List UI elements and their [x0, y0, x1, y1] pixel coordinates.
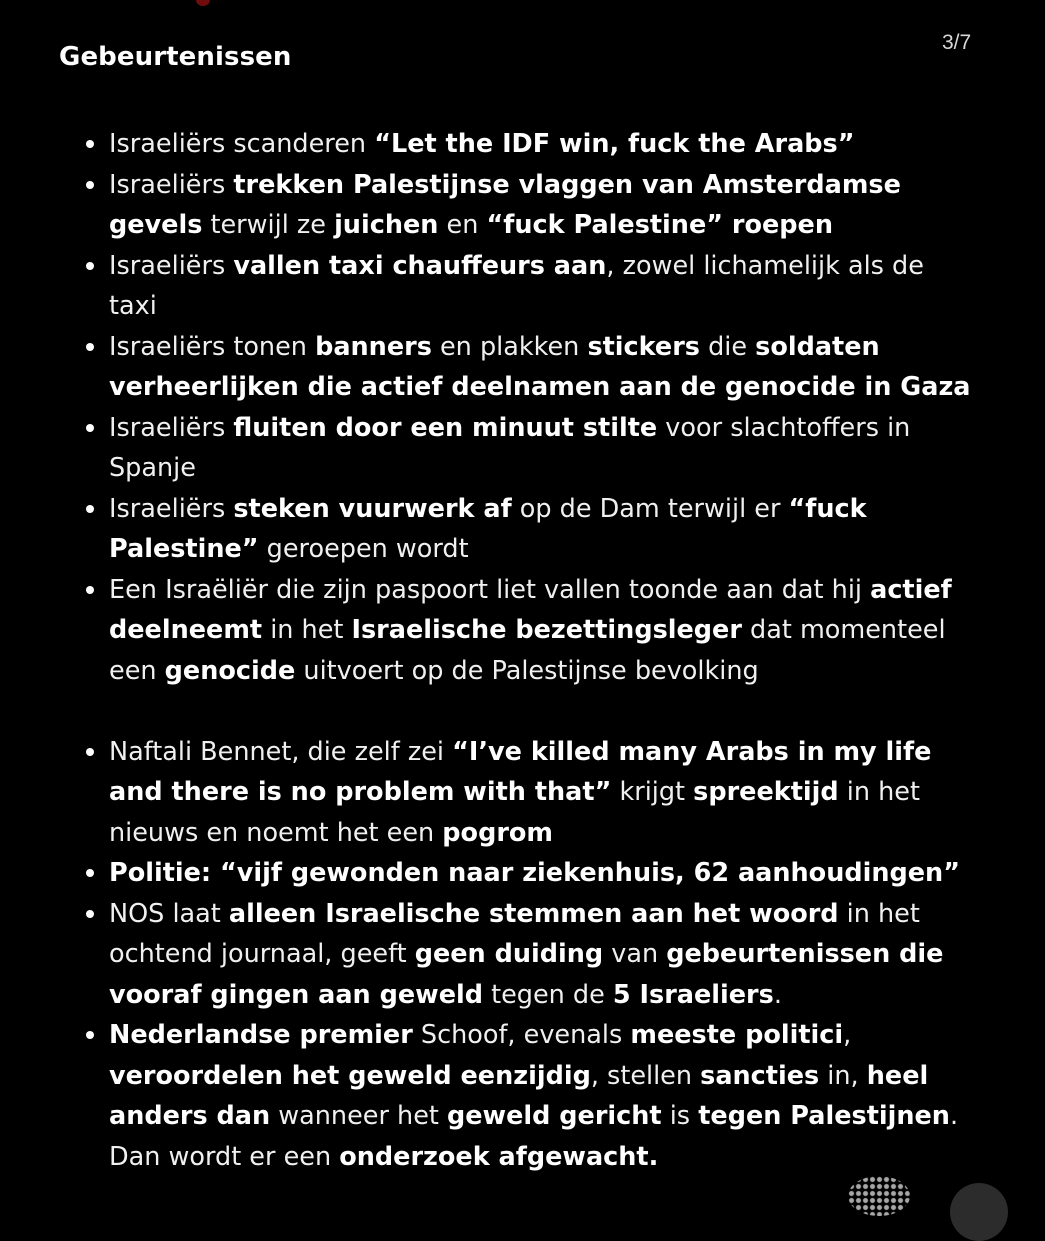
bold-text-segment: banners — [315, 331, 432, 362]
list-item — [0, 246, 1045, 327]
text-segment: op de Dam terwijl er — [511, 493, 789, 524]
floating-action-button[interactable] — [950, 1183, 1008, 1241]
list-item — [0, 165, 1045, 246]
text-segment: Een Israëliër die zijn paspoort liet vallen toonde aan dat hij — [109, 574, 871, 605]
text-segment: van — [603, 939, 667, 969]
bold-text-segment: gebeurtenissen die vooraf gingen aan geweld — [109, 939, 944, 1010]
list-item — [0, 1015, 1045, 1177]
list-item — [0, 570, 1045, 692]
text-segment: in het nieuws en noemt het een — [109, 777, 920, 848]
bold-text-segment: onderzoek afgewacht. — [339, 1141, 659, 1172]
text-segment: krijgt — [611, 777, 694, 807]
page-indicator: 3/7 — [942, 31, 972, 54]
text-segment: is — [661, 1101, 699, 1131]
bold-text-segment: geweld gericht — [447, 1101, 662, 1131]
bold-text-segment: genocide — [164, 655, 296, 686]
bold-text-segment: pogrom — [442, 817, 553, 848]
red-blob-decoration — [196, 0, 210, 6]
text-segment: in, — [819, 1060, 867, 1091]
bold-text-segment: veroordelen het geweld eenzijdig — [109, 1060, 591, 1091]
text-segment: . Dan wordt er een — [109, 1101, 959, 1172]
text-segment: , — [843, 1020, 852, 1050]
bold-text-segment: Nederlandse premier — [109, 1020, 413, 1050]
list-item — [0, 732, 1045, 854]
bold-text-segment: 5 Israeliers — [612, 979, 774, 1010]
text-segment: , zowel lichamelijk als de taxi — [109, 250, 924, 321]
text-segment: Israeliërs scanderen — [109, 129, 375, 159]
page-title: Gebeurtenissen — [59, 42, 292, 72]
text-segment: in het — [262, 615, 352, 645]
list-item — [0, 894, 1045, 1016]
text-segment: wanneer het — [270, 1101, 447, 1131]
bold-text-segment: juichen — [334, 210, 439, 240]
bold-text-segment: meeste politici — [630, 1020, 844, 1050]
text-segment: dat momenteel een — [109, 615, 946, 686]
text-segment: Israeliërs tonen — [109, 331, 316, 362]
bold-text-segment: tegen Palestijnen — [698, 1101, 950, 1131]
list-spacer — [0, 691, 1045, 732]
bold-text-segment: geen duiding — [414, 939, 604, 969]
bold-text-segment: sancties — [700, 1060, 820, 1091]
text-segment: Israeliërs — [109, 169, 234, 200]
logo-watermark-icon — [848, 1176, 910, 1216]
bold-text-segment: steken vuurwerk af — [233, 493, 512, 524]
list-item — [0, 489, 1045, 570]
text-segment: in het ochtend journaal, geeft — [109, 898, 920, 969]
list-item — [0, 327, 1045, 408]
bold-text-segment: vallen taxi chauffeurs aan — [233, 250, 607, 281]
text-segment: uitvoert op de Palestijnse bevolking — [295, 655, 759, 686]
bold-text-segment: “Let the IDF win, fuck the Arabs” — [374, 129, 855, 159]
text-segment: . — [773, 979, 782, 1010]
list-item — [0, 124, 1045, 165]
text-segment: Israeliërs — [109, 412, 234, 443]
text-segment: voor slachtoffers in Spanje — [109, 412, 911, 483]
text-segment: Israeliërs — [109, 250, 234, 281]
bold-text-segment: Politie: “vijf gewonden naar ziekenhuis, 62 aanhoudingen” — [109, 858, 960, 888]
text-segment: NOS laat — [109, 898, 229, 929]
list-item — [0, 408, 1045, 489]
bold-text-segment: Israelische bezettingsleger — [351, 615, 742, 645]
bold-text-segment: fluiten door een minuut stilte — [233, 412, 658, 443]
bold-text-segment: soldaten verheerlijken die actief deelnamen aan de genocide in Gaza — [109, 331, 971, 402]
text-segment: tegen de — [482, 979, 613, 1010]
text-segment: Schoof, evenals — [412, 1020, 631, 1050]
text-segment: , stellen — [590, 1060, 701, 1091]
bold-text-segment: “I’ve killed many Arabs in my life and there is no problem with that” — [109, 736, 932, 807]
text-segment: terwijl ze — [202, 210, 335, 240]
bold-text-segment: trekken Palestijnse vlaggen van Amsterdamse gevels — [109, 169, 901, 240]
text-segment: Naftali Bennet, die zelf zei — [109, 736, 453, 767]
bold-text-segment: stickers — [587, 331, 700, 362]
event-bullet-list — [0, 124, 1045, 1177]
text-segment: en plakken — [431, 331, 588, 362]
text-segment: geroepen wordt — [258, 534, 469, 564]
text-segment: die — [699, 331, 756, 362]
bold-text-segment: “fuck Palestine” — [109, 493, 867, 564]
text-segment: Israeliërs — [109, 493, 234, 524]
bold-text-segment: actief deelneemt — [109, 574, 952, 645]
bold-text-segment: alleen Israelische stemmen aan het woord — [228, 898, 839, 929]
bold-text-segment: heel anders dan — [109, 1060, 929, 1131]
bold-text-segment: spreektijd — [693, 777, 839, 807]
list-item — [0, 853, 1045, 894]
text-segment: en — [438, 210, 487, 240]
bold-text-segment: “fuck Palestine” roepen — [486, 210, 833, 240]
